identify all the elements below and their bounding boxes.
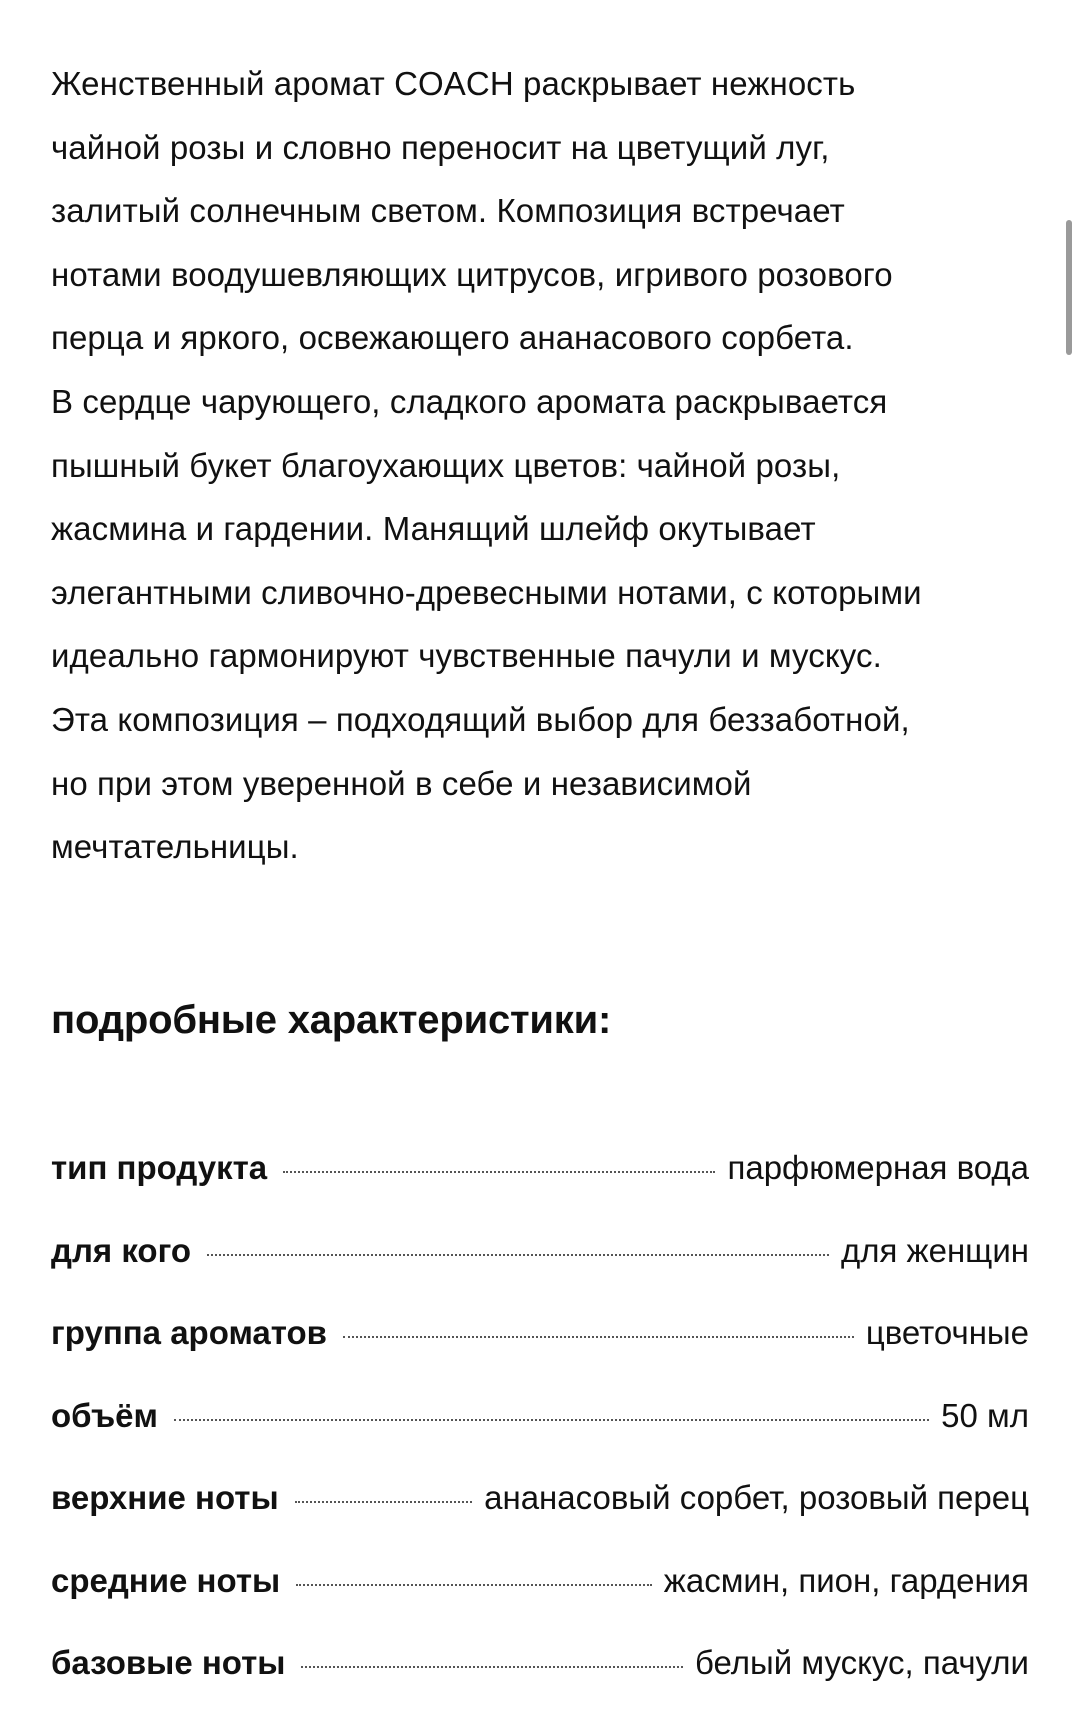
spec-row-middle-notes — [51, 1562, 1029, 1645]
spec-value: ананасовый сорбет, розовый перец — [484, 1479, 1029, 1516]
product-description-section — [51, 52, 1036, 1681]
dotted-leader — [296, 1584, 652, 1586]
spec-label: тип продукта — [51, 1149, 268, 1186]
spec-value: 50 мл — [941, 1396, 1029, 1434]
spec-value: белый мускус, пачули — [695, 1644, 1029, 1681]
description-line: элегантными сливочно-древесными нотами, с которыми — [51, 573, 922, 611]
spec-label: базовые ноты — [51, 1644, 286, 1681]
spec-value: цветочные — [865, 1314, 1029, 1351]
spec-row-fragrance-group — [51, 1314, 1029, 1397]
dotted-leader — [207, 1254, 829, 1256]
dotted-leader — [343, 1336, 854, 1338]
description-line: нотами воодушевляющих цитрусов, игривого розового — [51, 255, 893, 293]
spec-row-top-notes — [51, 1479, 1029, 1562]
scrollbar-thumb[interactable] — [1066, 220, 1072, 355]
spec-row-volume — [51, 1397, 1029, 1480]
specs-title: подробные характеристики: — [51, 998, 612, 1042]
spec-value: жасмин, пион, гардения — [663, 1561, 1029, 1599]
spec-label: верхние ноты — [51, 1479, 279, 1516]
description-line: Женственный аромат COACH раскрывает нежность — [51, 65, 856, 102]
product-description — [51, 52, 1036, 879]
spec-label: для кого — [51, 1231, 192, 1269]
dotted-leader — [283, 1171, 715, 1173]
spec-label: средние ноты — [51, 1561, 281, 1599]
description-line: пышный букет благоухающих цветов: чайной розы, — [51, 446, 841, 484]
description-line: чайной розы и словно переносит на цветущий луг, — [51, 128, 830, 166]
description-line: В сердце чарующего, сладкого аромата раскрывается — [51, 382, 888, 420]
spec-label: объём — [51, 1396, 158, 1434]
dotted-leader — [301, 1666, 683, 1668]
spec-row-base-notes — [51, 1644, 1029, 1727]
description-line: перца и яркого, освежающего ананасового сорбета. — [51, 319, 854, 357]
spec-row-for-whom — [51, 1232, 1029, 1315]
specs-list — [51, 1149, 1029, 1727]
dotted-leader — [295, 1501, 472, 1503]
spec-value: парфюмерная вода — [727, 1149, 1029, 1186]
dotted-leader — [174, 1419, 929, 1421]
description-line: Эта композиция – подходящий выбор для беззаботной, — [51, 700, 910, 738]
description-line: жасмина и гардении. Манящий шлейф окутывает — [51, 510, 816, 548]
description-line: мечтательницы. — [51, 828, 299, 866]
description-line: залитый солнечным светом. Композиция встречает — [51, 192, 845, 230]
spec-label: группа ароматов — [51, 1314, 327, 1351]
spec-value: для женщин — [840, 1231, 1029, 1269]
spec-row-product-type — [51, 1149, 1029, 1232]
description-line: но при этом уверенной в себе и независимой — [51, 764, 752, 802]
description-line: идеально гармонируют чувственные пачули и мускус. — [51, 637, 882, 675]
